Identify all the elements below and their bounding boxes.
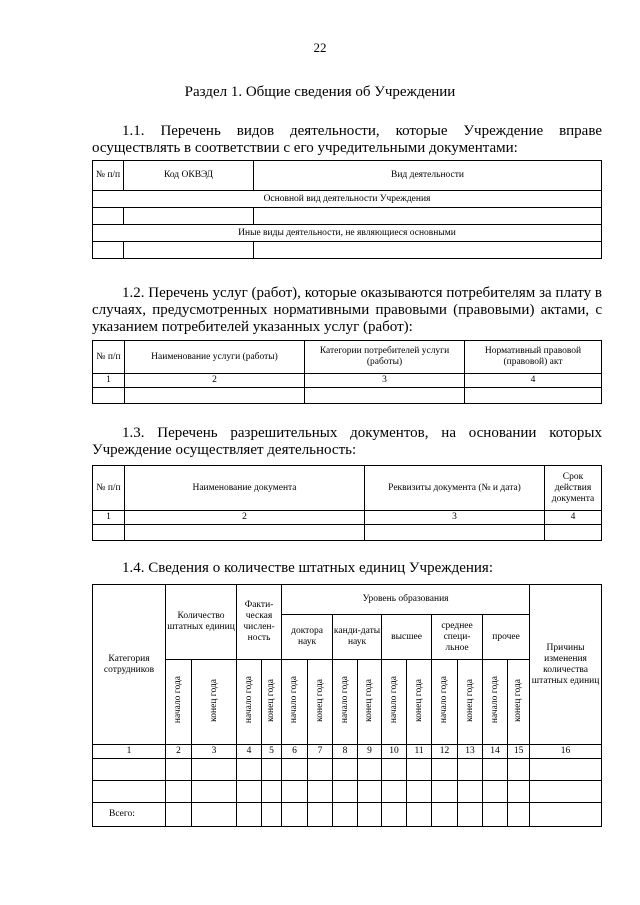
col-header-start: начало года <box>432 660 458 745</box>
main-activity-group: Основной вид деятельности Учреждения <box>93 191 602 208</box>
section-1-1-text: 1.1. Перечень видов деятельности, которые Учреждение вправе осуществлять в соответствии с его учредительными документами: <box>92 123 602 156</box>
table-row <box>93 759 602 781</box>
activities-table <box>92 160 602 259</box>
column-number: 10 <box>382 745 407 759</box>
col-header-document-name: Наименование документа <box>125 466 365 511</box>
col-header-actual-count: Факти-ческая числен-ность <box>237 585 282 660</box>
table-cell <box>305 388 465 404</box>
column-number: 3 <box>305 374 465 388</box>
column-number: 1 <box>93 374 125 388</box>
column-number: 8 <box>333 745 358 759</box>
table-cell <box>124 208 254 225</box>
column-number: 5 <box>262 745 282 759</box>
col-header-service: Наименование услуги (работы) <box>125 341 305 374</box>
column-number: 6 <box>282 745 308 759</box>
col-header-start: начало года <box>237 660 262 745</box>
col-header-change-reasons: Причины изменения количества штатных единиц <box>530 585 602 745</box>
section-1-4-text: 1.4. Сведения о количестве штатных единиц Учреждения: <box>122 560 494 576</box>
col-header-end: конец года <box>308 660 333 745</box>
col-header-end: конец года <box>262 660 282 745</box>
table-row <box>93 781 602 803</box>
col-header-legal-act: Нормативный правовой (правовой) акт <box>465 341 602 374</box>
col-header-category: Категория сотрудников <box>93 585 166 745</box>
column-number: 1 <box>93 511 125 525</box>
col-header-start: начало года <box>166 660 192 745</box>
other-activity-group: Иные виды деятельности, не являющиеся основными <box>93 225 602 242</box>
col-header-education-level: Уровень образования <box>282 585 530 615</box>
permits-table <box>92 465 602 541</box>
table-cell <box>545 525 602 541</box>
total-row <box>93 803 602 827</box>
section-1-3-text: 1.3. Перечень разрешительных документов, на основании которых Учреждение осуществляет деятельность: <box>92 425 602 458</box>
col-header-end: конец года <box>458 660 483 745</box>
col-header-end: конец года <box>407 660 432 745</box>
col-header-number: № п/п <box>93 161 124 191</box>
column-number: 3 <box>365 511 545 525</box>
column-number: 4 <box>545 511 602 525</box>
table-cell <box>254 208 602 225</box>
column-number: 12 <box>432 745 458 759</box>
table-cell <box>124 242 254 259</box>
total-label: Всего: <box>93 803 166 827</box>
column-number: 7 <box>308 745 333 759</box>
table-cell <box>365 525 545 541</box>
col-header-validity: Срок действия документа <box>545 466 602 511</box>
column-number: 1 <box>93 745 166 759</box>
staff-table <box>92 584 602 827</box>
col-header-activity: Вид деятельности <box>254 161 602 191</box>
table-cell <box>125 388 305 404</box>
column-number: 11 <box>407 745 432 759</box>
table-cell <box>125 525 365 541</box>
table-cell <box>93 242 124 259</box>
column-number: 9 <box>358 745 382 759</box>
col-header-end: конец года <box>508 660 530 745</box>
table-cell <box>254 242 602 259</box>
col-header-edu-doctors: доктора наук <box>282 615 333 660</box>
column-number: 3 <box>192 745 237 759</box>
table-cell <box>93 525 125 541</box>
column-number: 14 <box>483 745 508 759</box>
col-header-edu-other: прочее <box>483 615 530 660</box>
col-header-edu-candidates: канди-даты наук <box>333 615 382 660</box>
column-number: 4 <box>465 374 602 388</box>
column-number: 13 <box>458 745 483 759</box>
page-number: 22 <box>313 40 327 55</box>
table-cell <box>93 388 125 404</box>
column-numbers-row <box>93 745 602 759</box>
col-header-edu-higher: высшее <box>382 615 432 660</box>
col-header-start: начало года <box>282 660 308 745</box>
col-header-staff-qty: Количество штатных единиц <box>166 585 237 660</box>
column-number: 2 <box>125 374 305 388</box>
column-number: 4 <box>237 745 262 759</box>
col-header-start: начало года <box>333 660 358 745</box>
column-number: 16 <box>530 745 602 759</box>
col-header-document-details: Реквизиты документа (№ и дата) <box>365 466 545 511</box>
section-1-2-text: 1.2. Перечень услуг (работ), которые оказываются потребителям за плату в случаях, предусмотренных нормативными правовыми (правовыми) актами, с указанием потребителей указанных услуг (работ): <box>92 285 602 335</box>
col-header-start: начало года <box>483 660 508 745</box>
col-header-number: № п/п <box>93 341 125 374</box>
section-title: Раздел 1. Общие сведения об Учреждении <box>184 84 456 100</box>
table-cell <box>93 208 124 225</box>
col-header-edu-secondary: среднее специ-льное <box>432 615 483 660</box>
column-number: 2 <box>125 511 365 525</box>
col-header-start: начало года <box>382 660 407 745</box>
col-header-okved: Код ОКВЭД <box>124 161 254 191</box>
column-number: 15 <box>508 745 530 759</box>
col-header-end: конец года <box>358 660 382 745</box>
col-header-consumers: Категории потребителей услуги (работы) <box>305 341 465 374</box>
services-table <box>92 340 602 404</box>
table-cell <box>465 388 602 404</box>
column-number: 2 <box>166 745 192 759</box>
col-header-number: № п/п <box>93 466 125 511</box>
col-header-end: конец года <box>192 660 237 745</box>
